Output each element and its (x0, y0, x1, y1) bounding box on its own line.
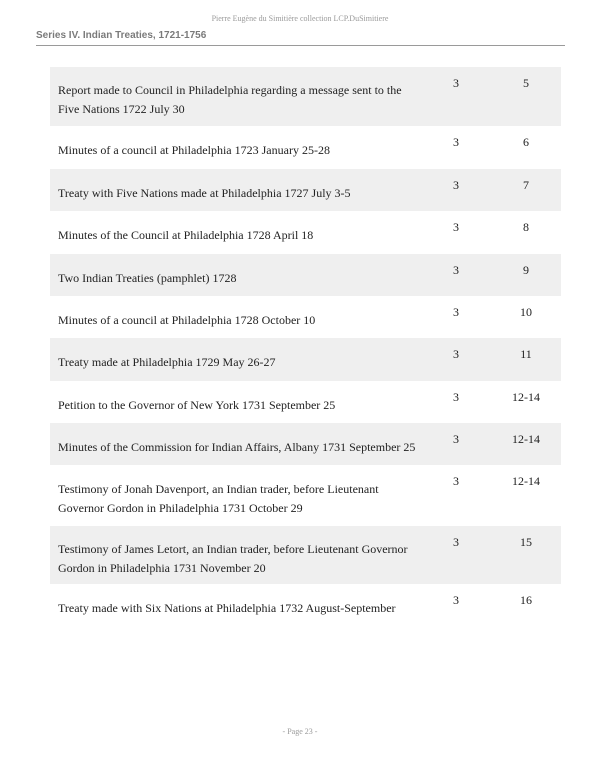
box-number: 3 (453, 135, 459, 149)
box-number: 3 (453, 263, 459, 277)
folder-number: 15 (520, 535, 532, 549)
box-number: 3 (453, 178, 459, 192)
folder-number: 12-14 (512, 432, 540, 446)
table-row (50, 254, 561, 296)
box-number: 3 (453, 76, 459, 90)
box-number: 3 (453, 390, 459, 404)
box-number: 3 (453, 432, 459, 446)
table-row (50, 465, 561, 526)
table-row (50, 169, 561, 211)
header-rule (36, 45, 565, 46)
item-description: Minutes of a council at Philadelphia 1728 October 10 (58, 313, 316, 327)
item-description: Two Indian Treaties (pamphlet) 1728 (58, 271, 237, 285)
folder-number: 6 (523, 135, 529, 149)
folder-number: 9 (523, 263, 529, 277)
box-number: 3 (453, 535, 459, 549)
item-description: Report made to Council in Philadelphia regarding a message sent to the Five Nations 1722 July 30 (58, 83, 402, 116)
box-number: 3 (453, 474, 459, 488)
folder-number: 11 (520, 347, 532, 361)
folder-number: 12-14 (512, 474, 540, 488)
box-number: 3 (453, 305, 459, 319)
table-row (50, 526, 561, 584)
box-number: 3 (453, 220, 459, 234)
table-row (50, 296, 561, 338)
table-row (50, 338, 561, 381)
item-description: Petition to the Governor of New York 1731 September 25 (58, 398, 336, 412)
item-description: Testimony of Jonah Davenport, an Indian trader, before Lieutenant Governor Gordon in Philadelphia 1731 October 29 (58, 482, 379, 515)
item-description: Testimony of James Letort, an Indian trader, before Lieutenant Governor Gordon in Philadelphia 1731 November 20 (58, 542, 408, 575)
table-row (50, 67, 561, 126)
folder-number: 7 (523, 178, 529, 192)
folder-number: 12-14 (512, 390, 540, 404)
table-row (50, 126, 561, 169)
item-description: Minutes of a council at Philadelphia 1723 January 25-28 (58, 143, 330, 157)
folder-number: 16 (520, 593, 532, 607)
box-number: 3 (453, 593, 459, 607)
collection-title: Pierre Eugène du Simitière collection LCP.DuSimitiere (211, 14, 389, 23)
item-description: Minutes of the Council at Philadelphia 1728 April 18 (58, 228, 314, 242)
folder-number: 8 (523, 220, 529, 234)
table-row (50, 423, 561, 465)
table-row (50, 211, 561, 254)
folder-number: 5 (523, 76, 529, 90)
folder-number: 10 (520, 305, 532, 319)
table-row (50, 381, 561, 423)
item-description: Treaty made with Six Nations at Philadelphia 1732 August-September (58, 601, 396, 615)
item-description: Treaty with Five Nations made at Philadelphia 1727 July 3-5 (58, 186, 351, 200)
series-heading: Series IV. Indian Treaties, 1721-1756 (36, 30, 207, 41)
item-description: Minutes of the Commission for Indian Affairs, Albany 1731 September 25 (58, 440, 416, 454)
item-description: Treaty made at Philadelphia 1729 May 26-27 (58, 355, 276, 369)
box-number: 3 (453, 347, 459, 361)
table-row (50, 584, 561, 626)
page-number: - Page 23 - (282, 727, 318, 736)
container-list-table (50, 67, 561, 626)
